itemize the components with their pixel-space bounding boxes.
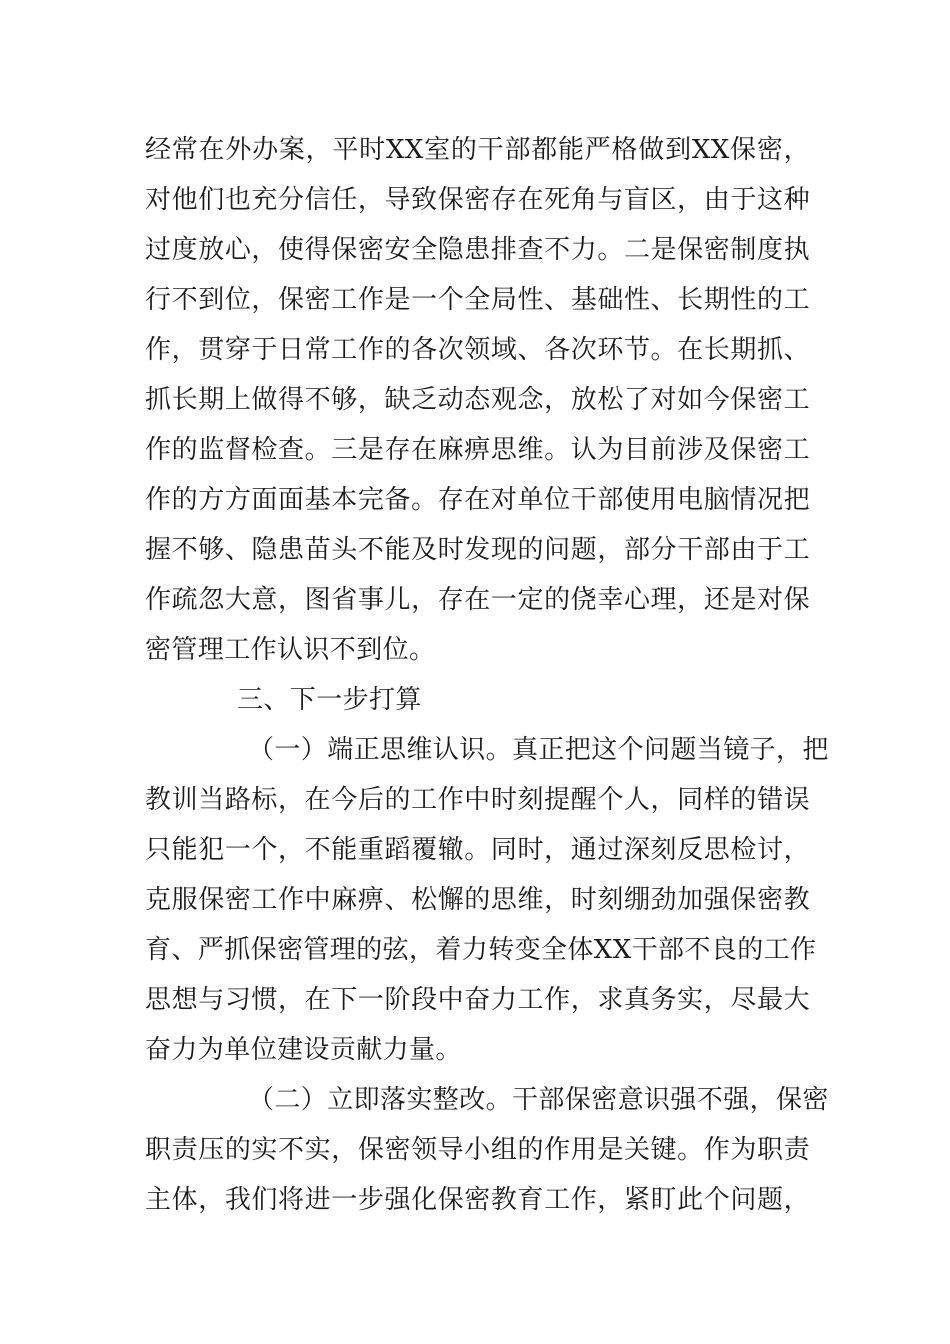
body-line: 职责压的实不实，保密领导小组的作用是关键。作为职责	[145, 1135, 810, 1165]
body-line: 抓长期上做得不够，缺乏动态观念，放松了对如今保密工	[145, 385, 810, 415]
body-line: 握不够、隐患苗头不能及时发现的问题，部分干部由于工	[145, 535, 810, 565]
body-line: 思想与习惯，在下一阶段中奋力工作，求真务实，尽最大	[145, 985, 810, 1015]
body-line: 行不到位，保密工作是一个全局性、基础性、长期性的工	[145, 285, 810, 315]
body-line: 作，贯穿于日常工作的各次领域、各次环节。在长期抓、	[145, 335, 810, 365]
body-line: 主体，我们将进一步强化保密教育工作，紧盯此个问题，	[145, 1185, 810, 1215]
body-line: 只能犯一个，不能重蹈覆辙。同时，通过深刻反思检讨，	[145, 835, 810, 865]
body-line: 作疏忽大意，图省事儿，存在一定的侥幸心理，还是对保	[145, 585, 810, 615]
body-line: 作的方方面面基本完备。存在对单位干部使用电脑情况把	[145, 485, 810, 515]
paragraph-first-line: （一）端正思维认识。真正把这个问题当镜子，把	[248, 735, 829, 765]
body-line: 育、严抓保密管理的弦，着力转变全体XX干部不良的工作	[145, 935, 817, 965]
body-line: 对他们也充分信任，导致保密存在死角与盲区，由于这种	[145, 185, 810, 215]
body-line: 教训当路标，在今后的工作中时刻提醒个人，同样的错误	[145, 785, 810, 815]
paragraph-first-line: （二）立即落实整改。干部保密意识强不强，保密	[248, 1085, 829, 1115]
body-line: 经常在外办案，平时XX室的干部都能严格做到XX保密，	[145, 135, 810, 165]
paragraph-end-line: 奋力为单位建设贡献力量。	[145, 1035, 462, 1065]
body-line: 克服保密工作中麻痹、松懈的思维，时刻绷劲加强保密教	[145, 885, 810, 915]
section-heading: 三、下一步打算	[237, 685, 422, 715]
body-line: 过度放心，使得保密安全隐患排查不力。二是保密制度执	[145, 235, 810, 265]
body-line: 作的监督检查。三是存在麻痹思维。认为目前涉及保密工	[145, 435, 810, 465]
paragraph-end-line: 密管理工作认识不到位。	[145, 635, 436, 665]
